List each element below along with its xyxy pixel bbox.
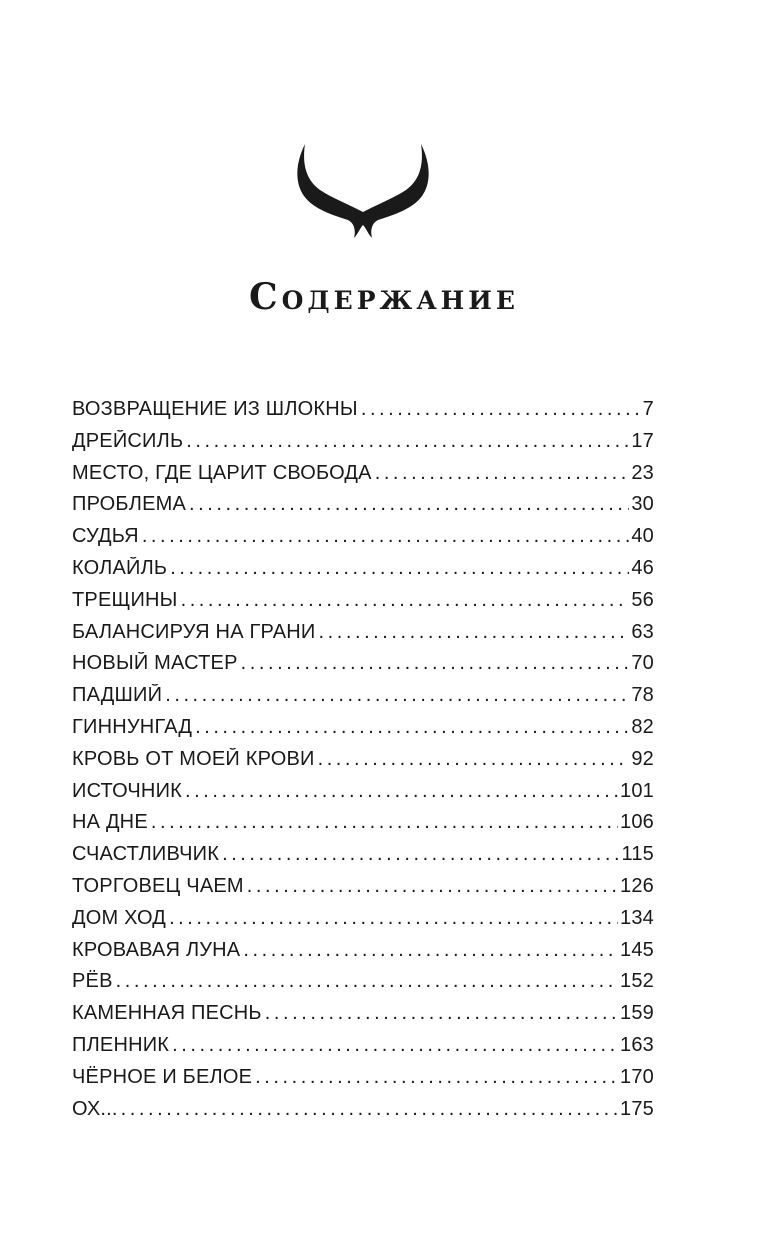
- toc-entry-title: КРОВЬ ОТ МОЕЙ КРОВИ: [72, 747, 315, 770]
- toc-entry-page-number: 30: [631, 493, 654, 516]
- toc-entry: [72, 1002, 654, 1034]
- toc-entry: [72, 875, 654, 907]
- toc-entry-page-number: 46: [631, 556, 654, 579]
- horns-ornament-icon: [294, 142, 432, 240]
- toc-leader-dots: [151, 811, 618, 834]
- toc-entry-page-number: 126: [620, 874, 654, 897]
- toc-leader-dots: [186, 430, 629, 453]
- toc-entry: [72, 621, 654, 653]
- toc-leader-dots: [121, 1098, 618, 1121]
- toc-entry: [72, 525, 654, 557]
- toc-leader-dots: [318, 748, 630, 771]
- table-of-contents: [72, 398, 654, 1129]
- toc-entry: [72, 1034, 654, 1066]
- toc-entry-title: СЧАСТЛИВЧИК: [72, 843, 220, 866]
- toc-entry-page-number: 40: [631, 525, 654, 548]
- toc-entry-page-number: 163: [620, 1033, 654, 1056]
- toc-leader-dots: [361, 398, 641, 421]
- toc-entry-title: ИСТОЧНИК: [72, 779, 182, 802]
- toc-entry: [72, 780, 654, 812]
- toc-entry-title: МЕСТО, ГДЕ ЦАРИТ СВОБОДА: [72, 461, 372, 484]
- toc-entry-title: ДОМ ХОД: [72, 906, 167, 929]
- toc-leader-dots: [375, 462, 630, 485]
- toc-entry-title: КАМЕННАЯ ПЕСНЬ: [72, 1002, 262, 1025]
- toc-entry-title: ТРЕЩИНЫ: [72, 588, 178, 611]
- toc-entry-title: НОВЫЙ МАСТЕР: [72, 652, 238, 675]
- toc-leader-dots: [142, 525, 630, 548]
- toc-entry-page-number: 78: [631, 684, 654, 707]
- toc-entry: [72, 398, 654, 430]
- toc-entry-page-number: 175: [620, 1097, 654, 1120]
- toc-entry-page-number: 101: [620, 779, 654, 802]
- toc-entry-title: ГИННУНГАД: [72, 715, 193, 738]
- toc-entry-page-number: 82: [631, 715, 654, 738]
- toc-entry-page-number: 152: [620, 970, 654, 993]
- toc-entry: [72, 811, 654, 843]
- toc-entry: [72, 589, 654, 621]
- toc-leader-dots: [241, 652, 630, 675]
- toc-entry-page-number: 56: [631, 588, 654, 611]
- page-title: Содержание: [249, 276, 519, 318]
- toc-leader-dots: [169, 907, 618, 930]
- toc-entry-title: КОЛАЙЛЬ: [72, 556, 168, 579]
- toc-entry-title: ПЛЕННИК: [72, 1033, 170, 1056]
- toc-entry-title: КРОВАВАЯ ЛУНА: [72, 938, 241, 961]
- toc-entry: [72, 970, 654, 1002]
- toc-entry-page-number: 92: [631, 747, 654, 770]
- toc-leader-dots: [185, 780, 618, 803]
- toc-entry-title: ДРЕЙСИЛЬ: [72, 429, 184, 452]
- toc-leader-dots: [243, 939, 618, 962]
- toc-entry-page-number: 170: [620, 1065, 654, 1088]
- toc-entry-title: НА ДНЕ: [72, 811, 148, 834]
- toc-leader-dots: [181, 589, 630, 612]
- toc-entry-title: ВОЗВРАЩЕНИЕ ИЗ ШЛОКНЫ: [72, 398, 358, 420]
- toc-leader-dots: [165, 684, 629, 707]
- toc-entry-title: РЁВ: [72, 970, 113, 993]
- toc-leader-dots: [247, 875, 618, 898]
- toc-entry-page-number: 7: [642, 398, 654, 420]
- toc-entry: [72, 1098, 654, 1130]
- toc-entry-page-number: 17: [631, 429, 654, 452]
- toc-entry: [72, 430, 654, 462]
- toc-entry-page-number: 145: [620, 938, 654, 961]
- toc-entry: [72, 1066, 654, 1098]
- toc-leader-dots: [265, 1002, 618, 1025]
- toc-entry-title: СУДЬЯ: [72, 525, 139, 548]
- toc-entry: [72, 493, 654, 525]
- toc-entry-title: ПАДШИЙ: [72, 684, 163, 707]
- toc-entry-page-number: 23: [631, 461, 654, 484]
- toc-entry: [72, 684, 654, 716]
- toc-entry-page-number: 134: [620, 906, 654, 929]
- toc-entry: [72, 907, 654, 939]
- toc-entry-page-number: 63: [631, 620, 654, 643]
- toc-entry: [72, 462, 654, 494]
- toc-entry-title: ПРОБЛЕМА: [72, 493, 187, 516]
- toc-entry-page-number: 70: [631, 652, 654, 675]
- toc-entry: [72, 748, 654, 780]
- toc-entry: [72, 557, 654, 589]
- toc-entry-title: ЧЁРНОЕ И БЕЛОЕ: [72, 1065, 253, 1088]
- toc-entry-page-number: 159: [620, 1002, 654, 1025]
- toc-entry-page-number: 106: [620, 811, 654, 834]
- toc-leader-dots: [319, 621, 630, 644]
- toc-entry: [72, 843, 654, 875]
- toc-leader-dots: [195, 716, 629, 739]
- toc-entry: [72, 716, 654, 748]
- toc-leader-dots: [172, 1034, 618, 1057]
- toc-entry-title: БАЛАНСИРУЯ НА ГРАНИ: [72, 620, 316, 643]
- toc-entry-title: ОХ...: [72, 1097, 118, 1120]
- toc-entry-page-number: 115: [621, 843, 654, 866]
- toc-leader-dots: [189, 493, 629, 516]
- toc-leader-dots: [222, 843, 619, 866]
- toc-entry: [72, 652, 654, 684]
- toc-entry-title: ТОРГОВЕЦ ЧАЕМ: [72, 874, 244, 897]
- toc-leader-dots: [170, 557, 629, 580]
- toc-leader-dots: [255, 1066, 618, 1089]
- toc-leader-dots: [116, 970, 618, 993]
- toc-entry: [72, 939, 654, 971]
